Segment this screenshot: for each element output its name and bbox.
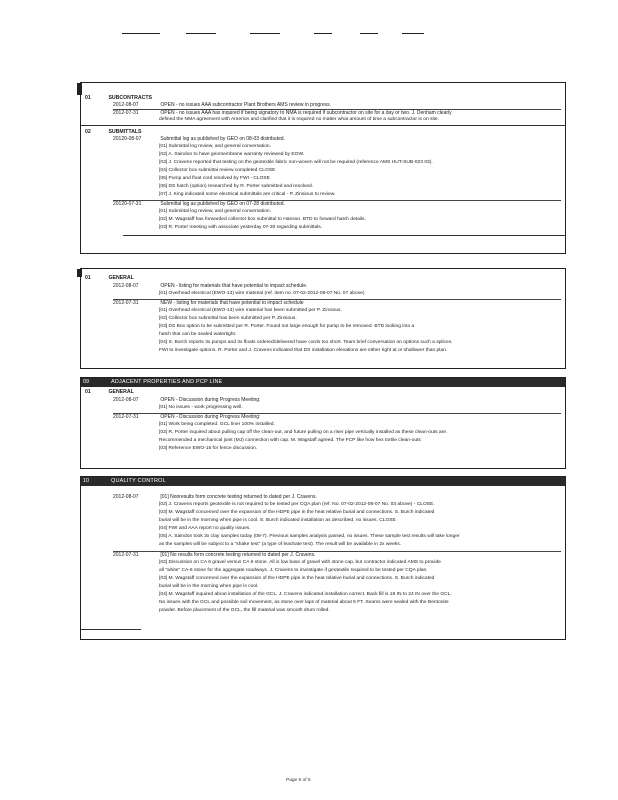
section-block	[80, 268, 566, 369]
entry-text: NEW - listing for materials that have potential to impact schedule	[160, 300, 304, 306]
entry-text: OPEN - listing for materials that have potential to impact schedule.	[160, 283, 308, 289]
subsection-heading	[85, 275, 134, 281]
entry-text: [01] No issues - work progressing well.	[159, 405, 243, 410]
entry-date: 2012-07-31	[113, 552, 139, 558]
header-rule	[360, 33, 378, 34]
entry-text: [01] Submittal log review, and general conversation.	[159, 144, 272, 149]
entry-row	[113, 110, 452, 116]
page-number: Page 5 of 5	[286, 778, 311, 783]
section-number: 10	[83, 478, 90, 484]
entry-text: [01] Work being completed. GCL liner 100% installed.	[159, 422, 275, 427]
section-block	[80, 476, 566, 640]
entry-text: [01] Overhead electrical (EWO-13) wire material has been submitted per P. Zinsious.	[159, 308, 342, 313]
entry-date: 2012-07-31	[113, 300, 139, 306]
entry-row	[113, 102, 331, 108]
header-rule	[250, 33, 280, 34]
section-number: 09	[83, 379, 90, 385]
section-divider	[81, 125, 565, 126]
entry-text: [04] S. Burch reports 3x pumps and 3x floats ordered/delivered have cords too short. Team brief conversation on options such a splices.	[159, 340, 453, 345]
entry-text: [03] R. Porter meeting with associate yesterday 07-30 regarding submittals.	[159, 225, 323, 230]
section-header	[81, 477, 565, 486]
subsection-heading	[85, 95, 152, 101]
entry-text: [02] A. Saindon to have geomembrane warranty reviewed by EOW.	[159, 152, 305, 157]
entry-text: [01] Nonresults form concrete testing returned to dated per J. Cravens.	[160, 494, 317, 500]
subsection-number: 01	[85, 389, 91, 395]
subsection-number: 02	[85, 129, 91, 135]
entry-text: No issues with the GCL and possible soil movement, as stone over laps of material about 5 FT. Seams were sealed with the Bentonite	[159, 600, 449, 605]
header-rule	[186, 33, 216, 34]
entry-row	[113, 552, 315, 558]
entry-text: [01] No results form concrete testing returned to dated per J. Cravens.	[160, 552, 316, 558]
entry-text: OPEN - no issues AAA subcontractor Plant Brothers AMS review in progress.	[160, 102, 332, 108]
entry-row	[113, 136, 285, 142]
entry-text: burial will be in the morning when pipe is cool. S. Burch indicated installation as described, no issues. CLOSE	[159, 518, 396, 523]
entry-text: [06] DS hatch (option) researched by R. Porter submitted and resolved.	[159, 184, 314, 189]
entry-text: [05] A. Saindon took 3x clay samples today (08-7). Previous samples analysis passed, no issues. These sample test results will take longer	[159, 534, 460, 539]
entry-row	[113, 283, 307, 289]
entry-text: [04] FWI and AAA report no quality issues.	[159, 526, 251, 531]
subsection-title: GENERAL	[108, 275, 134, 281]
entry-text: [07] J. King indicated some electrical submittals are critical - P. Zinsious to review.	[159, 192, 336, 197]
header-rule	[122, 33, 160, 34]
entry-text: [04] Collector box submittal review completed CLOSE	[159, 168, 276, 173]
header-rule	[314, 33, 332, 34]
entry-date: 2012-08-07	[113, 494, 139, 500]
section-tab	[77, 83, 82, 95]
entry-text: FWI to investigate options. R. Porter and J. Cravens indicated that DS installation elevations are either right at or shallower than plan.	[159, 348, 448, 353]
entry-text: [03] J. Cravens reported that testing on the geotextile fabric non-woven will not be required (reference AMS HUT-SUB-023 03).	[159, 160, 433, 165]
entry-text: as the samples will be subject to a "shake test" (a type of leachate test). The result will be available in 2x weeks.	[159, 542, 402, 547]
entry-row	[113, 397, 260, 403]
entry-text: [04] M. Wagstaff inquired about installation of the GCL. J. Cravens indicated installation correct. Back fill is 18 IN to 24 IN over the GCL.	[159, 592, 452, 597]
entry-row	[113, 201, 285, 207]
entry-text: powder. Before placement of the GCL, the fill material was smooth drum rolled.	[159, 608, 330, 613]
subsection-title: SUBMITTALS	[108, 129, 142, 135]
entry-row	[113, 414, 260, 420]
subsection-number: 01	[85, 95, 91, 101]
entry-text: [02] Collector box submittal has been submitted per P. Zinsious.	[159, 316, 297, 321]
entry-text: [03] M. Wagstaff concerned over the expansion of the HDPE pipe in the heat relative burial and connections. S. Burch indicated	[159, 510, 435, 515]
subsection-heading	[85, 129, 142, 135]
section-block	[80, 82, 566, 254]
section-divider	[123, 235, 565, 236]
header-rule	[402, 33, 424, 34]
subsection-heading	[85, 389, 134, 395]
section-title: QUALITY CONTROL	[111, 478, 166, 484]
entry-text: hatch that can be sealed watertight.	[159, 332, 237, 337]
entry-text: [01] Submittal log review, and general conversation.	[159, 209, 272, 214]
section-divider	[81, 629, 141, 630]
entry-text: defined the NMA agreement with Amerion and clarified that it is required no matter what amount of time a subcontractor is on site.	[159, 117, 439, 122]
entry-date: 20120-07-31	[113, 201, 142, 207]
entry-text: [02] J. Cravens reports geotextile is not required to be tested per CQA plan (ref. No. 07-02-2012-08-07 No. 03 above) - CLOSE.	[159, 502, 435, 507]
entry-text: Recommended a mechanical joint (MJ) connection with cap. M. Wagstaff agreed. The FCP like how hex tortile clean-outs	[159, 438, 421, 443]
entry-date: 2012-08-07	[113, 102, 139, 108]
subsection-title: GENERAL	[108, 389, 134, 395]
section-title: ADJACENT PROPERTIES AND PCP LINE	[111, 379, 223, 385]
entry-text: [02] M. Wagstaff has forwarded collector box submittal to Hanson. BTD to forward hatch details.	[159, 217, 366, 222]
section-tab	[77, 269, 82, 277]
entry-text: [03] DS Box option to be submitted per R. Porter. Found not large enough for pump to be removed. BTD looking into a	[159, 324, 415, 329]
entry-date: 2012-08-07	[113, 397, 139, 403]
entry-text: [02] Discussion on CA 6 gravel versus CA 6 stone. All is low base of gravel with stone cap, but contractor indicated AMS to provide	[159, 560, 441, 565]
entry-text: [05] Pump and float cord resolved by FWI - CLOSE	[159, 176, 270, 181]
entry-date: 2012-07-31	[113, 414, 139, 420]
subsection-title: SUBCONTRACTS	[108, 95, 152, 101]
entry-text: [03] M. Wagstaff concerned over the expansion of the HDPE pipe in the heat relative burial and connections. S. Burch indicated	[159, 576, 435, 581]
entry-date: 2012-07-31	[113, 110, 139, 116]
entry-text: OPEN - Discussion during Progress Meeting:	[160, 397, 261, 403]
entry-text: Submittal log as published by GEO on 08-03 distributed.	[160, 136, 285, 142]
entry-text: OPEN - no issues AAA has inquired if being signatory to NMA is required if subcontractor on site for a day or two. J. Denham clearly	[160, 110, 452, 116]
entry-text: OPEN - Discussion during Progress Meeting:	[160, 414, 261, 420]
entry-row	[113, 300, 304, 306]
entry-text: all "white" CA-6 stone for the aggregate roadways. J. Cravens to investigate if geotextile required to be tested per CQA plan.	[159, 568, 428, 573]
subsection-number: 01	[85, 275, 91, 281]
entry-date: 20120-08-07	[113, 136, 142, 142]
entry-row	[113, 494, 317, 500]
section-block	[80, 377, 566, 469]
entry-date: 2012-08-07	[113, 283, 139, 289]
entry-text: [03] Reference EWO-15 for fence discussion.	[159, 446, 258, 451]
section-header	[81, 378, 565, 387]
entry-text: [02] R. Porter inquired about pulling cap off the clean-out, and future pulling on a riser pipe vertically installed as these clean-outs are.	[159, 430, 448, 435]
entry-text: [01] Overhead electrical (EWO-13) wire material (ref. item no. 07-02-2012-08-07 No. 07 above)	[159, 291, 365, 296]
entry-text: burial will be in the morning when pipe is cool.	[159, 584, 259, 589]
entry-text: Submittal log as published by GEO on 07-28 distributed.	[160, 201, 285, 207]
